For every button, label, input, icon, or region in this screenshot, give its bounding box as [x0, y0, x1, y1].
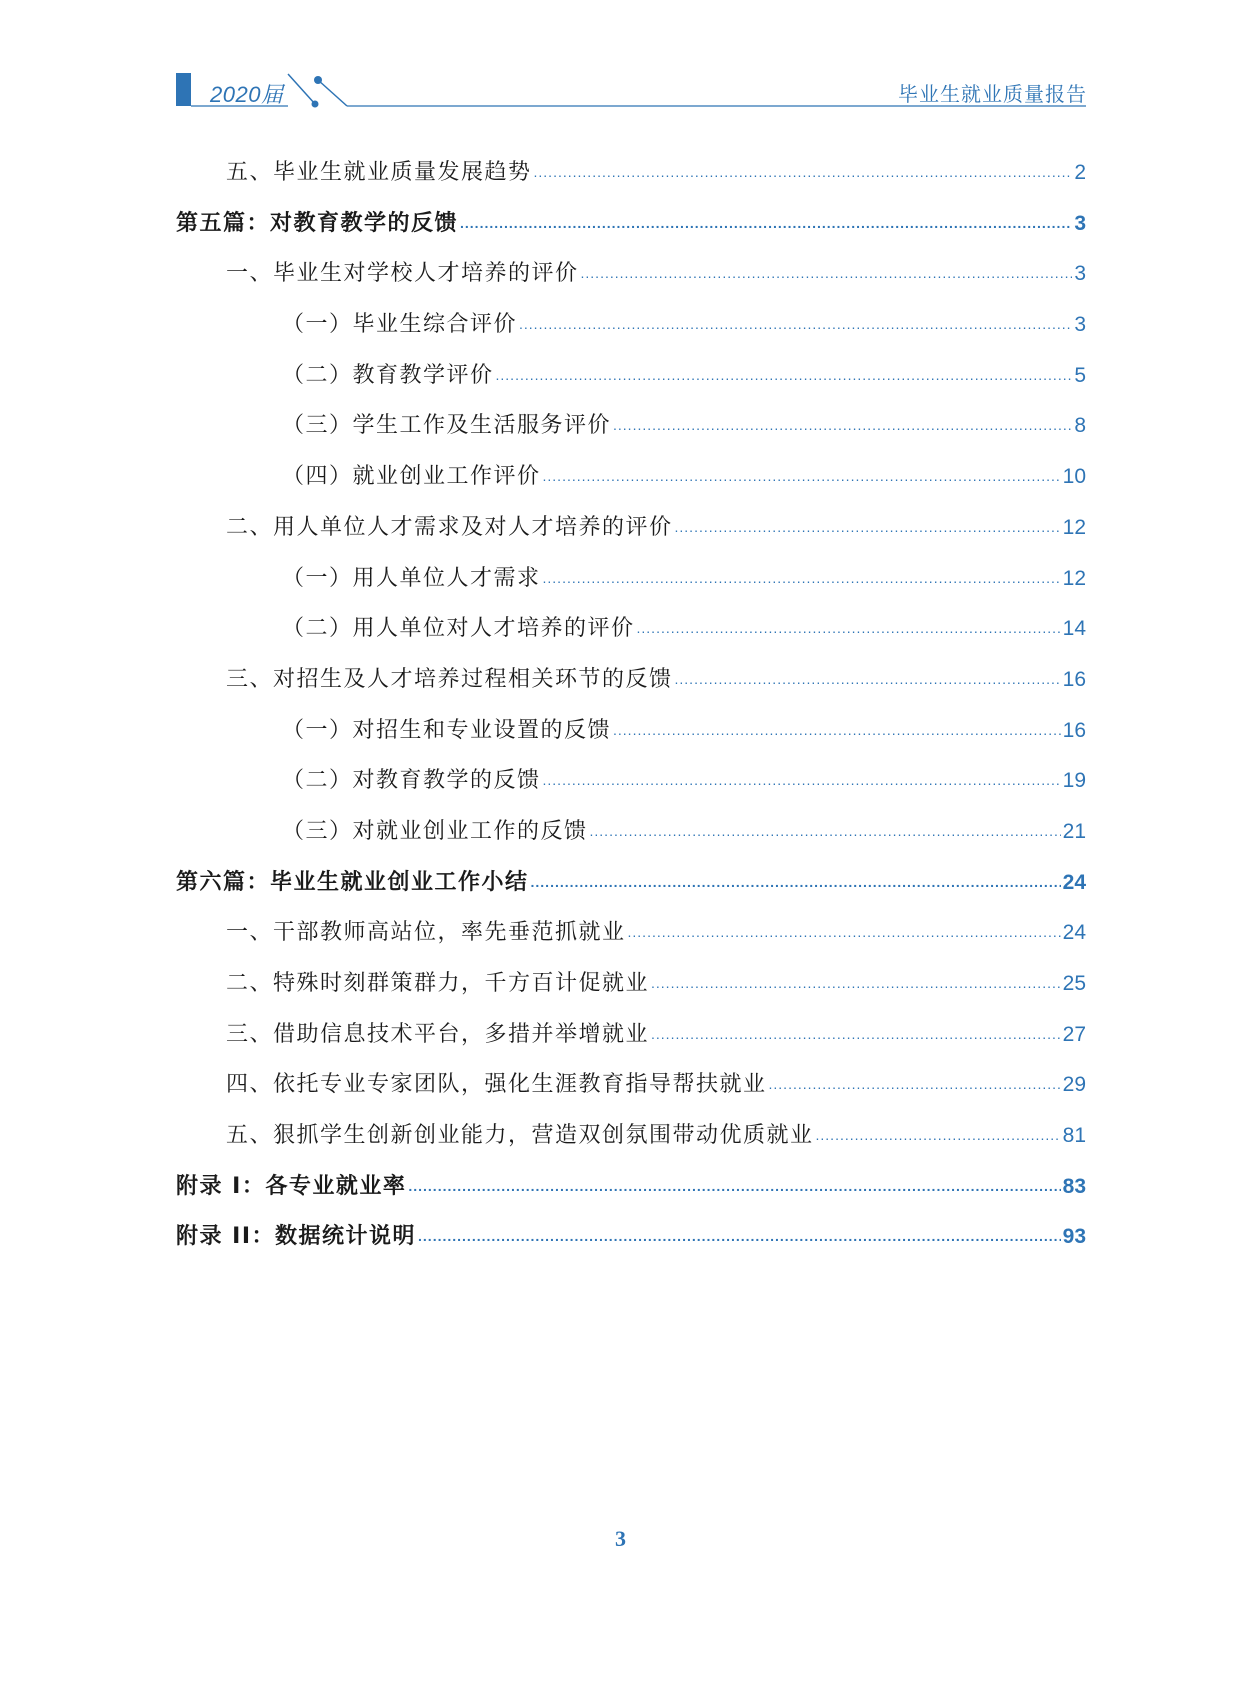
toc-entry-title: 一、干部教师高站位，率先垂范抓就业 [226, 920, 626, 946]
toc-entry-title: 三、对招生及人才培养过程相关环节的反馈 [226, 666, 673, 692]
toc-entry[interactable] [176, 300, 1086, 351]
toc-entry-page-number: 16 [1062, 718, 1086, 742]
toc-entry-title: （一）毕业生综合评价 [282, 312, 518, 338]
toc-entry-page-number: 81 [1062, 1124, 1086, 1148]
toc-entry[interactable] [176, 1162, 1086, 1213]
header-report-title: 毕业生就业质量报告 [898, 82, 1087, 106]
toc-entry-page-number: 93 [1062, 1225, 1086, 1249]
toc-entry[interactable] [176, 1212, 1086, 1263]
toc-entry-page-number: 19 [1062, 769, 1086, 793]
toc-entry-title: 二、特殊时刻群策群力，千方百计促就业 [226, 971, 650, 996]
header-dot-icon [314, 76, 322, 84]
toc-dot-leader [534, 147, 1073, 198]
toc-entry-page-number: 27 [1062, 1022, 1086, 1046]
toc-entry[interactable] [176, 655, 1086, 706]
toc-entry-title: （二）用人单位对人才培养的评价 [282, 616, 635, 642]
toc-entry[interactable] [176, 401, 1086, 452]
toc-entry[interactable] [176, 554, 1086, 605]
page-header [0, 0, 1241, 120]
toc-dot-leader [543, 553, 1061, 604]
toc-entry-page-number: 3 [1074, 262, 1086, 286]
toc-dot-leader [581, 248, 1073, 299]
toc-dot-leader [543, 451, 1061, 502]
toc-entry[interactable] [176, 604, 1086, 655]
toc-entry-title: （四）就业创业工作评价 [282, 464, 541, 490]
toc-entry[interactable] [176, 959, 1086, 1010]
toc-dot-leader [675, 654, 1061, 705]
toc-entry-page-number: 16 [1062, 667, 1086, 691]
toc-entry[interactable] [176, 1060, 1086, 1111]
toc-dot-leader [651, 958, 1061, 1009]
toc-dot-leader [816, 1110, 1061, 1161]
toc-dot-leader [769, 1059, 1061, 1110]
toc-entry-title: （一）用人单位人才需求 [282, 565, 541, 591]
toc-entry-page-number: 2 [1074, 161, 1086, 184]
header-year-label: 2020届 [210, 82, 284, 107]
toc-entry-title: （二）对教育教学的反馈 [282, 768, 541, 794]
toc-dot-leader [519, 299, 1072, 350]
toc-dot-leader [675, 502, 1061, 553]
toc-entry[interactable] [176, 249, 1086, 300]
toc-dot-leader [628, 907, 1061, 958]
toc-entry[interactable] [176, 908, 1086, 959]
toc-dot-leader [651, 1009, 1061, 1060]
toc-dot-leader [543, 755, 1061, 806]
toc-entry[interactable] [176, 503, 1086, 554]
toc-entry[interactable] [176, 351, 1086, 402]
toc-entry-page-number: 10 [1062, 465, 1086, 489]
toc-entry-title: 第五篇：对教育教学的反馈 [176, 210, 459, 236]
toc-entry-page-number: 14 [1062, 617, 1086, 641]
toc-entry-title: 四、依托专业专家团队，强化生涯教育指导帮扶就业 [226, 1072, 767, 1098]
table-of-contents [176, 148, 1086, 1263]
page-number: 3 [615, 1526, 626, 1551]
toc-entry-page-number: 24 [1062, 870, 1086, 894]
toc-dot-leader [613, 400, 1072, 451]
toc-entry-title: 二、用人单位人才需求及对人才培养的评价 [226, 514, 673, 540]
toc-entry-page-number: 83 [1062, 1174, 1086, 1198]
toc-dot-leader [460, 198, 1072, 249]
toc-entry-title: （一）对招生和专业设置的反馈 [282, 717, 612, 743]
toc-entry[interactable] [176, 1010, 1086, 1061]
toc-entry-title: 一、毕业生对学校人才培养的评价 [226, 261, 579, 287]
toc-entry-title: 五、毕业生就业质量发展趋势 [226, 160, 532, 185]
toc-entry-page-number: 12 [1062, 566, 1086, 590]
toc-entry[interactable] [176, 807, 1086, 858]
toc-dot-leader [590, 806, 1061, 857]
toc-entry-page-number: 3 [1074, 313, 1086, 337]
toc-entry[interactable] [176, 452, 1086, 503]
toc-dot-leader [496, 350, 1073, 401]
toc-entry[interactable] [176, 706, 1086, 757]
toc-dot-leader [531, 857, 1061, 908]
toc-entry-title: 第六篇：毕业生就业创业工作小结 [176, 869, 529, 895]
toc-entry[interactable] [176, 199, 1086, 250]
toc-entry-page-number: 21 [1062, 819, 1086, 843]
toc-entry-page-number: 29 [1062, 1073, 1086, 1097]
toc-entry[interactable] [176, 756, 1086, 807]
toc-dot-leader [613, 705, 1061, 756]
toc-entry[interactable] [176, 858, 1086, 909]
toc-entry-page-number: 3 [1074, 211, 1086, 235]
toc-entry-title: 三、借助信息技术平台，多措并举增就业 [226, 1021, 650, 1047]
header-accent-block [176, 73, 191, 106]
toc-entry-title: 附录 I：各专业就业率 [176, 1173, 407, 1199]
toc-entry-page-number: 24 [1062, 921, 1086, 945]
toc-dot-leader [637, 603, 1061, 654]
toc-entry-title: 附录 II：数据统计说明 [176, 1224, 417, 1250]
toc-entry-title: （三）对就业创业工作的反馈 [282, 818, 588, 844]
toc-dot-leader [408, 1161, 1060, 1212]
toc-dot-leader [418, 1211, 1061, 1262]
toc-entry-page-number: 8 [1074, 414, 1086, 438]
toc-entry-page-number: 5 [1074, 363, 1086, 387]
toc-entry-page-number: 12 [1062, 515, 1086, 539]
toc-entry[interactable] [176, 148, 1086, 199]
toc-entry-title: 五、狠抓学生创新创业能力，营造双创氛围带动优质就业 [226, 1123, 814, 1149]
toc-entry[interactable] [176, 1111, 1086, 1162]
toc-entry-page-number: 25 [1062, 972, 1086, 995]
toc-entry-title: （三）学生工作及生活服务评价 [282, 413, 612, 439]
toc-entry-title: （二）教育教学评价 [282, 362, 494, 388]
